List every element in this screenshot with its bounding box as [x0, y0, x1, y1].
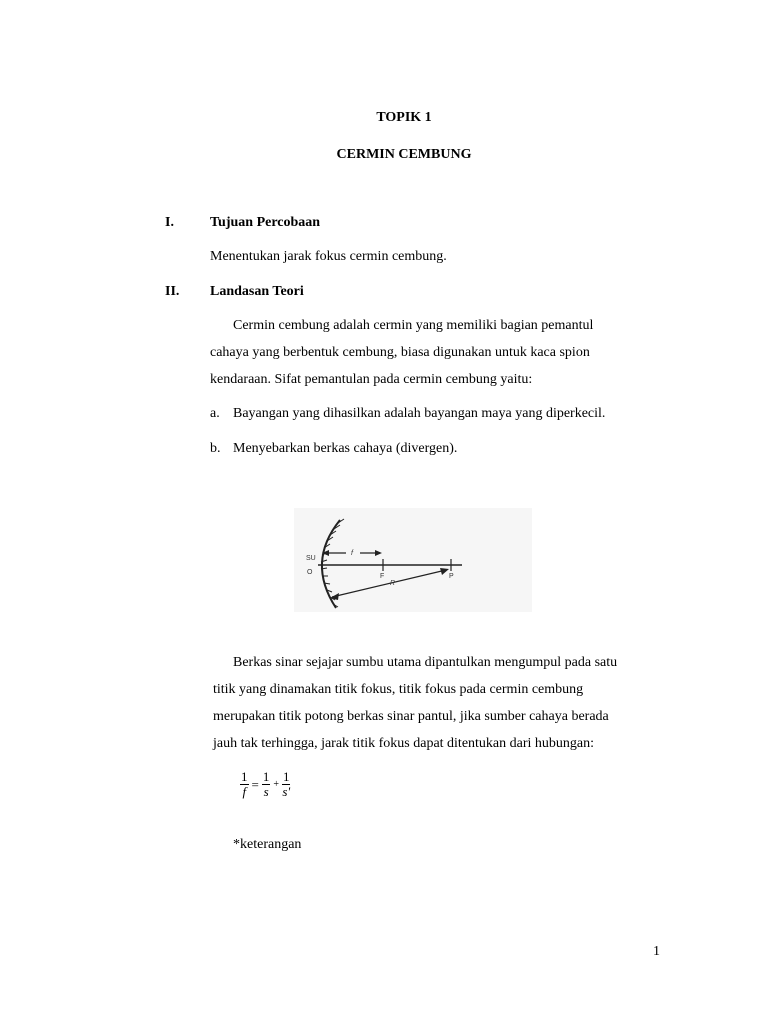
focal-formula	[240, 770, 290, 799]
equals-sign: =	[251, 776, 259, 792]
theory-para-line: kendaraan. Sifat pemantulan pada cermin cembung yaitu:	[210, 372, 533, 387]
term2-numerator: 1	[282, 769, 290, 784]
term1-numerator: 1	[262, 769, 270, 784]
label-f: f	[351, 550, 353, 557]
list-item: Menyebarkan berkas cahaya (divergen).	[233, 441, 458, 456]
lhs-numerator: 1	[241, 769, 248, 784]
lhs-denominator: f	[242, 784, 247, 799]
theory-para-line: Cermin cembung adalah cermin yang memiliki bagian pemantul	[233, 318, 594, 333]
body-para-line: titik yang dinamakan titik fokus, titik fokus pada cermin cembung	[213, 682, 584, 697]
term2-denominator: s'	[282, 784, 291, 799]
plus-sign: +	[273, 779, 279, 790]
r-arrow-line	[332, 570, 446, 597]
label-r: R	[390, 580, 396, 587]
label-p: P	[449, 573, 454, 580]
convex-mirror-diagram	[294, 508, 532, 612]
section2-number: II.	[165, 284, 180, 299]
r-arrowhead-right	[440, 568, 449, 575]
fraction-lhs	[240, 770, 249, 799]
list-marker: b.	[210, 441, 221, 456]
section1-heading: Tujuan Percobaan	[210, 215, 321, 230]
label-su: SU	[306, 555, 316, 562]
label-focus: F	[380, 573, 385, 580]
mirror-svg	[294, 508, 532, 612]
page-number: 1	[653, 944, 660, 959]
fraction-term2	[282, 770, 291, 799]
topic-heading: TOPIK 1	[376, 110, 432, 125]
section2-heading: Landasan Teori	[210, 284, 304, 299]
section1-text: Menentukan jarak fokus cermin cembung.	[210, 249, 447, 264]
body-para-line: jauh tak terhingga, jarak titik fokus dapat ditentukan dari hubungan:	[213, 736, 595, 751]
body-para-line: merupakan titik potong berkas sinar pantul, jika sumber cahaya berada	[213, 709, 609, 724]
section1-number: I.	[165, 215, 174, 230]
note-text: *keterangan	[233, 837, 302, 852]
term1-denominator: s	[263, 784, 269, 799]
f-arrowhead-right	[375, 550, 382, 556]
theory-para-line: cahaya yang berbentuk cembung, biasa digunakan untuk kaca spion	[210, 345, 590, 360]
fraction-term1	[262, 770, 271, 799]
list-item: Bayangan yang dihasilkan adalah bayangan maya yang diperkecil.	[233, 406, 606, 421]
label-o: O	[307, 569, 313, 576]
body-para-line: Berkas sinar sejajar sumbu utama dipantulkan mengumpul pada satu	[233, 655, 618, 670]
page-title: CERMIN CEMBUNG	[336, 147, 472, 162]
list-marker: a.	[210, 406, 220, 421]
